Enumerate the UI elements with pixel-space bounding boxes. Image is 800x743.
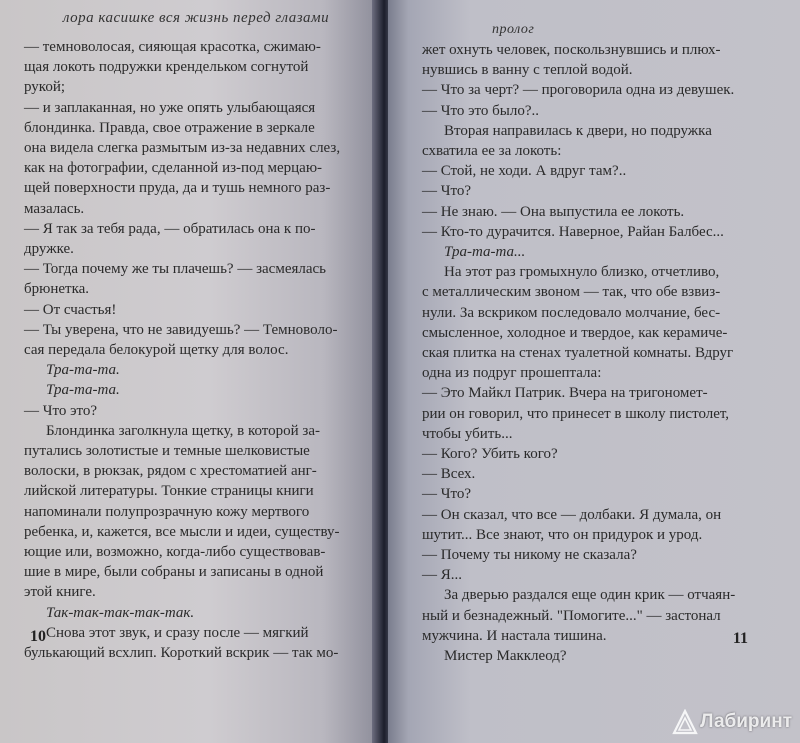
text-line: — и заплаканная, но уже опять улыбающаяся xyxy=(24,99,316,116)
text-line: шутит... Все знают, что он придурок и урод. xyxy=(422,526,703,543)
text-line: рукой; xyxy=(24,79,66,96)
left-page-number: 10 xyxy=(30,628,46,645)
text-line: брюнетка. xyxy=(24,281,90,298)
labyrinth-logo-icon xyxy=(672,709,698,735)
text-line: этой книге. xyxy=(24,584,96,601)
text-line: рии он говорил, что принесет в школу пистолет, xyxy=(422,405,730,422)
text-line: шие в мире, были собраны и записаны в одной xyxy=(24,564,324,581)
watermark xyxy=(672,709,792,735)
text-line: мазалась. xyxy=(24,200,85,217)
text-line: нули. За вскриком последовало молчание, бес- xyxy=(422,304,721,321)
text-line: — Что? xyxy=(422,486,472,503)
text-line: — Почему ты никому не сказала? xyxy=(422,547,637,564)
text-line: Мистер Макклеод? xyxy=(444,648,567,665)
text-line: чтобы убить... xyxy=(422,425,513,442)
text-line: дружке. xyxy=(24,241,74,258)
text-line: Вторая направилась к двери, но подружка xyxy=(444,122,712,139)
text-line: мужчина. И настала тишина. xyxy=(422,627,607,644)
right-page-text xyxy=(422,40,780,666)
text-line: напоминали полупрозрачную кожу мертвого xyxy=(24,503,310,520)
text-line: — Тогда почему же ты плачешь? — засмеялась xyxy=(24,261,327,278)
text-line: — Всех. xyxy=(422,466,476,483)
text-line: На этот раз громыхнуло близко, отчетливо, xyxy=(444,264,720,281)
text-line: ный и безнадежный. "Помогите..." — застонал xyxy=(422,607,721,624)
text-line: ская плитка на стенах туалетной комнаты. Вдруг xyxy=(422,345,734,362)
text-line: Тра-та-та. xyxy=(46,382,120,399)
text-line: — Он сказал, что все — долбаки. Я думала, он xyxy=(422,506,722,523)
text-line: путались золотистые и темные шелковистые xyxy=(24,443,310,460)
text-line: одна из подруг прошептала: xyxy=(422,365,602,382)
text-line: — Что это было?.. xyxy=(422,102,540,119)
left-running-head: лора касишке вся жизнь перед глазами xyxy=(62,10,330,26)
text-line: Тра-та-та... xyxy=(444,244,526,261)
text-line: Так-так-так-так-так. xyxy=(46,604,195,621)
left-page xyxy=(0,0,380,743)
text-line: — Кого? Убить кого? xyxy=(422,446,558,463)
text-line: ющие или, возможно, когда-либо существовав- xyxy=(24,544,326,561)
text-line: — Не знаю. — Она выпустила ее локоть. xyxy=(422,203,685,220)
text-line: — Что? xyxy=(422,183,472,200)
left-page-text xyxy=(24,37,368,663)
watermark-text: Лабиринт xyxy=(700,711,792,732)
text-line: лийской литературы. Тонкие страницы книги xyxy=(24,483,314,500)
text-line: с металлическим звоном — так, что обе взвиз- xyxy=(422,284,721,301)
text-line: Тра-та-та. xyxy=(46,362,120,379)
text-line: блондинка. Правда, свое отражение в зеркале xyxy=(24,119,315,136)
text-line: — Стой, не ходи. А вдруг там?.. xyxy=(422,163,627,180)
right-running-head: пролог xyxy=(492,22,535,37)
text-line: волоски, в рюкзак, рядом с хрестоматией анг- xyxy=(24,463,317,480)
text-line: смысленное, холодное и твердое, как керамиче- xyxy=(422,324,728,341)
text-line: — Я... xyxy=(422,567,463,584)
right-page xyxy=(388,0,800,743)
text-line: щей поверхности пруда, да и тушь немного раз- xyxy=(24,180,331,197)
text-line: нувшись в ванну с теплой водой. xyxy=(422,62,633,79)
text-line: она видела слегка размытым из-за недавних слез, xyxy=(24,140,341,157)
text-line: За дверью раздался еще один крик — отчаян- xyxy=(444,587,736,604)
text-line: — Кто-то дурачится. Наверное, Райан Балбес... xyxy=(422,223,724,240)
text-line: — Это Майкл Патрик. Вчера на тригономет- xyxy=(422,385,708,402)
text-line: — От счастья! xyxy=(24,301,117,318)
text-line: — Что это? xyxy=(24,402,98,419)
text-line: булькающий всхлип. Короткий вскрик — так мо- xyxy=(24,645,339,662)
text-line: ребенка, и, кажется, все мысли и идеи, существу- xyxy=(24,523,340,540)
text-line: жет охнуть человек, поскользнувшись и плюх- xyxy=(422,42,721,58)
text-line: — Что за черт? — проговорила одна из девушек. xyxy=(422,82,735,99)
text-line: Блондинка заголкнула щетку, в которой за- xyxy=(46,422,320,439)
text-line: — Я так за тебя рада, — обратилась она к по- xyxy=(24,220,316,237)
text-line: как на фотографии, сделанной из-под мерцаю- xyxy=(24,160,323,177)
text-line: Снова этот звук, и сразу после — мягкий xyxy=(46,624,309,641)
text-line: щая локоть подружки крендельком согнутой xyxy=(24,59,309,76)
text-line: — Ты уверена, что не завидуешь? — Темноволо- xyxy=(24,321,338,338)
text-line: схватила ее за локоть: xyxy=(422,143,562,160)
text-line: — темноволосая, сияющая красоткa, сжимаю- xyxy=(24,39,321,55)
text-line: сая передала белокурой щетку для волос. xyxy=(24,342,289,359)
right-page-number: 11 xyxy=(732,630,748,647)
